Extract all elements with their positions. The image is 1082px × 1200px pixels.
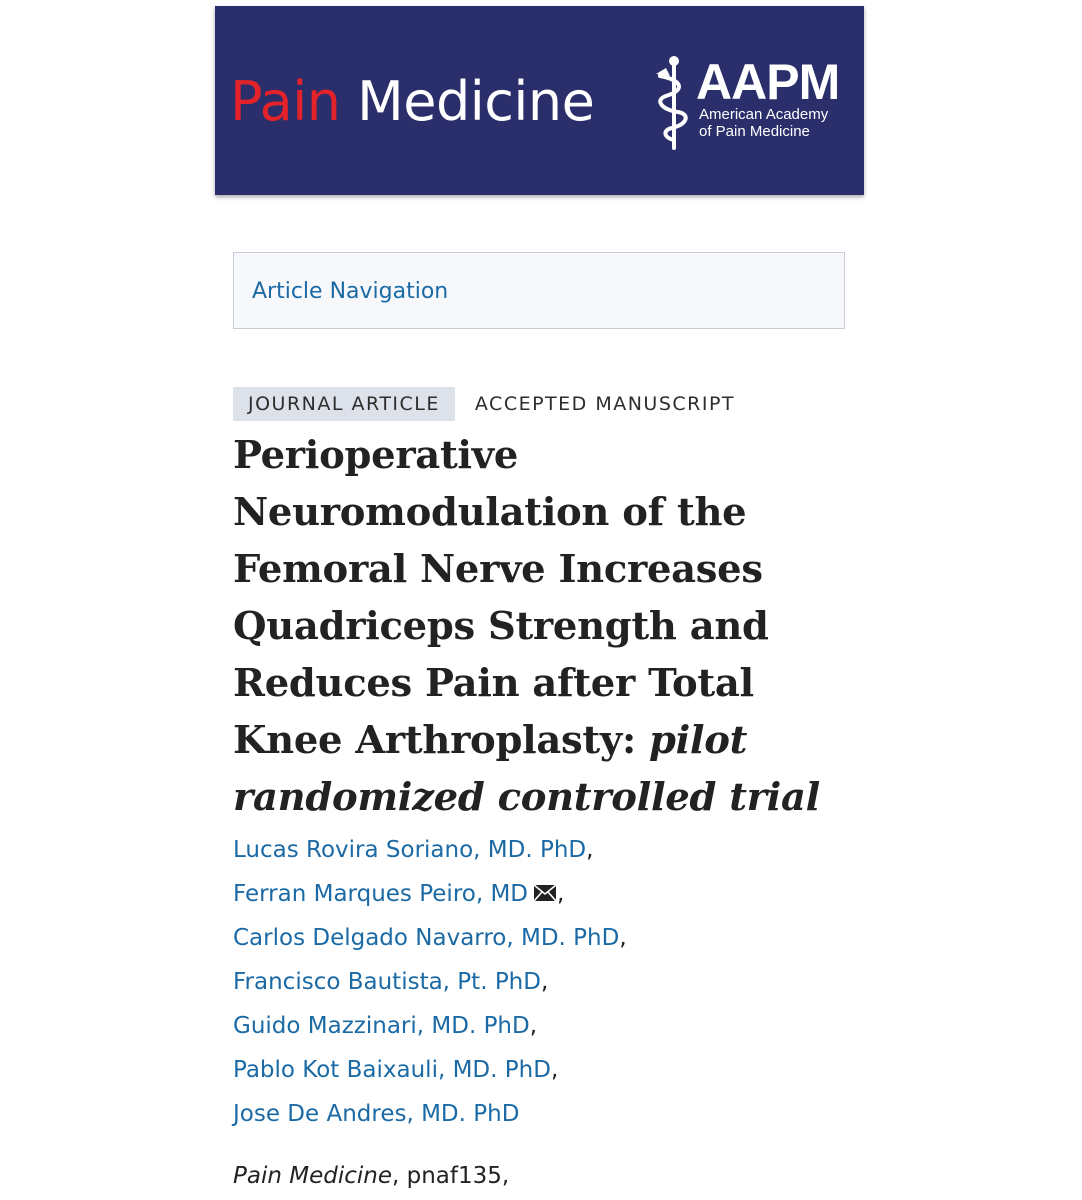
author-item bbox=[233, 828, 627, 872]
citation-id: , pnaf135, bbox=[392, 1163, 510, 1189]
journal-logo bbox=[230, 72, 594, 132]
citation bbox=[233, 1158, 509, 1194]
mail-icon[interactable] bbox=[534, 885, 556, 901]
caduceus-icon bbox=[652, 54, 696, 152]
journal-banner[interactable] bbox=[215, 6, 864, 195]
aapm-logo bbox=[696, 54, 840, 140]
author-link[interactable]: Ferran Marques Peiro, MD bbox=[233, 881, 529, 907]
author-link[interactable]: Guido Mazzinari, MD. PhD bbox=[233, 1013, 530, 1039]
brand-pain: Pain bbox=[230, 70, 341, 133]
author-separator: , bbox=[540, 969, 549, 995]
author-item bbox=[233, 960, 627, 1004]
author-item bbox=[233, 872, 627, 916]
author-item bbox=[233, 1092, 627, 1136]
article-title-main: Perioperative Neuromodulation of the Femoral Nerve Increases Quadriceps Strength and Reduces Pain after Total Knee Arthroplasty: bbox=[233, 433, 769, 763]
author-separator: , bbox=[619, 925, 627, 951]
author-link[interactable]: Lucas Rovira Soriano, MD. PhD bbox=[233, 837, 587, 863]
author-item bbox=[233, 1004, 627, 1048]
aapm-acronym: AAPM bbox=[696, 54, 840, 110]
article-title bbox=[233, 427, 873, 826]
article-type-badge: JOURNAL ARTICLE bbox=[233, 387, 455, 421]
author-separator: , bbox=[557, 881, 565, 907]
author-item bbox=[233, 1048, 627, 1092]
article-tags bbox=[233, 387, 750, 421]
author-separator: , bbox=[550, 1057, 559, 1083]
article-navigation-link[interactable]: Article Navigation bbox=[252, 279, 449, 304]
author-list bbox=[233, 828, 627, 1136]
author-link[interactable]: Carlos Delgado Navarro, MD. PhD bbox=[233, 925, 620, 951]
citation-journal: Pain Medicine bbox=[233, 1163, 392, 1189]
brand-medicine: Medicine bbox=[340, 70, 595, 133]
article-navigation[interactable] bbox=[233, 252, 845, 329]
article-title-subtitle: pilot randomized controlled trial bbox=[233, 718, 820, 820]
author-link[interactable]: Francisco Bautista, Pt. PhD bbox=[233, 969, 541, 995]
manuscript-status-label: ACCEPTED MANUSCRIPT bbox=[474, 393, 736, 415]
author-item bbox=[233, 916, 627, 960]
author-link[interactable]: Jose De Andres, MD. PhD bbox=[233, 1101, 520, 1127]
author-separator: , bbox=[586, 837, 594, 863]
author-link[interactable]: Pablo Kot Baixauli, MD. PhD bbox=[233, 1057, 551, 1083]
aapm-name-line1: American Academy bbox=[699, 106, 829, 123]
aapm-name-line2: of Pain Medicine bbox=[699, 123, 810, 140]
author-separator: , bbox=[529, 1013, 538, 1039]
